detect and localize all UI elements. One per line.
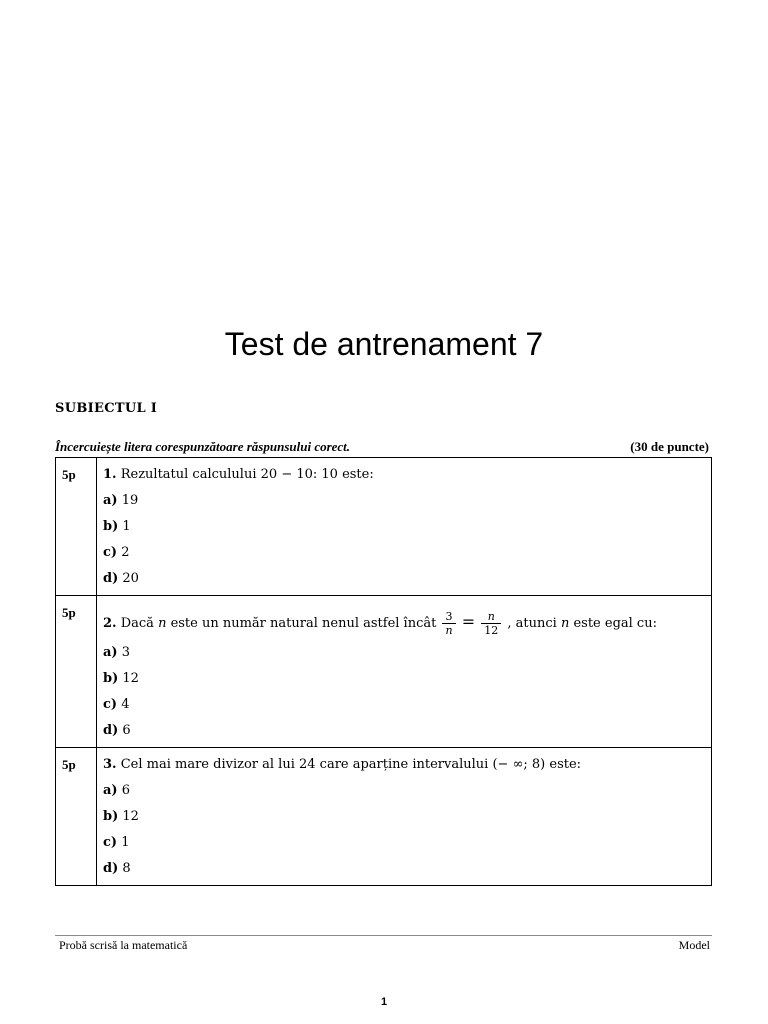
option-value: 20 [122,571,139,586]
answer-option[interactable] [103,569,711,595]
option-letter: b) [103,809,119,824]
answer-option[interactable] [103,643,711,669]
option-letter: a) [103,645,118,660]
questions-table [55,457,712,886]
fraction-numerator: 3 [442,610,455,624]
answer-option[interactable] [103,807,711,833]
answer-option[interactable] [103,859,711,885]
option-letter: a) [103,783,118,798]
answer-option[interactable] [103,543,711,569]
answer-option[interactable] [103,491,711,517]
option-value: 6 [122,723,131,738]
option-value: 19 [121,493,139,508]
option-letter: c) [103,697,118,712]
question-statement [103,465,711,491]
option-letter: d) [103,571,119,586]
fraction [481,610,501,637]
page-title: Test de antrenament 7 [224,326,544,362]
question-points: 5p [56,748,97,886]
question-points: 5p [56,458,97,596]
question-text: este egal cu: [569,615,657,631]
fraction [442,610,455,637]
question-text: Rezultatul calculului [116,467,261,482]
option-letter: d) [103,723,119,738]
question-statement [103,755,711,781]
equals-sign: = [461,611,476,631]
footer-left-text: Probă scrisă la matematică [59,938,188,952]
instruction-text: Încercuiește litera corespunzătoare răspunsului corect. [55,439,351,454]
question-body [97,596,712,748]
answer-option[interactable] [103,833,711,859]
question-number: 2. [103,615,117,631]
option-value: 12 [122,671,139,686]
question-text: este: [545,757,582,772]
answer-option[interactable] [103,721,711,747]
question-row [56,458,712,596]
question-text: este un număr natural nenul astfel încât [166,615,441,631]
question-row [56,748,712,886]
instruction-row [55,439,709,455]
option-value: 12 [122,809,139,824]
fraction-denominator: 12 [484,623,499,637]
question-body [97,458,712,596]
option-value: 6 [121,783,130,798]
question-text: , atunci [507,615,561,631]
footer-right-text: Model [678,938,710,952]
fraction-denominator: n [445,623,453,637]
option-letter: b) [103,519,119,534]
option-value: 1 [122,519,131,534]
option-value: 2 [121,545,130,560]
option-value: 8 [122,861,131,876]
question-text: este: [337,467,374,482]
question-body [97,748,712,886]
math-expression: 20 − 10: 10 [260,467,338,482]
option-letter: c) [103,545,118,560]
answer-option[interactable] [103,669,711,695]
fraction-numerator: n [481,610,501,624]
math-variable: n [560,615,570,631]
question-row [56,596,712,748]
footer-divider [55,935,712,936]
option-letter: c) [103,835,118,850]
answer-option[interactable] [103,517,711,543]
question-text: Dacă [116,615,159,631]
math-variable: n [158,615,167,631]
answer-option[interactable] [103,781,711,807]
question-statement [103,603,711,643]
total-points: (30 de puncte) [630,439,709,454]
question-points: 5p [56,596,97,748]
answer-option[interactable] [103,695,711,721]
option-letter: d) [103,861,119,876]
question-number: 1. [103,467,117,482]
question-text: Cel mai mare divizor al lui 24 care aparține intervalului [116,757,493,772]
option-letter: b) [103,671,119,686]
option-value: 1 [121,835,130,850]
page-number: 1 [380,996,388,1008]
subject-heading: SUBIECTUL I [55,401,158,416]
question-number: 3. [103,757,117,772]
option-letter: a) [103,493,118,508]
option-value: 4 [121,697,130,712]
math-interval: (− ∞; 8) [492,757,546,772]
option-value: 3 [121,645,130,660]
